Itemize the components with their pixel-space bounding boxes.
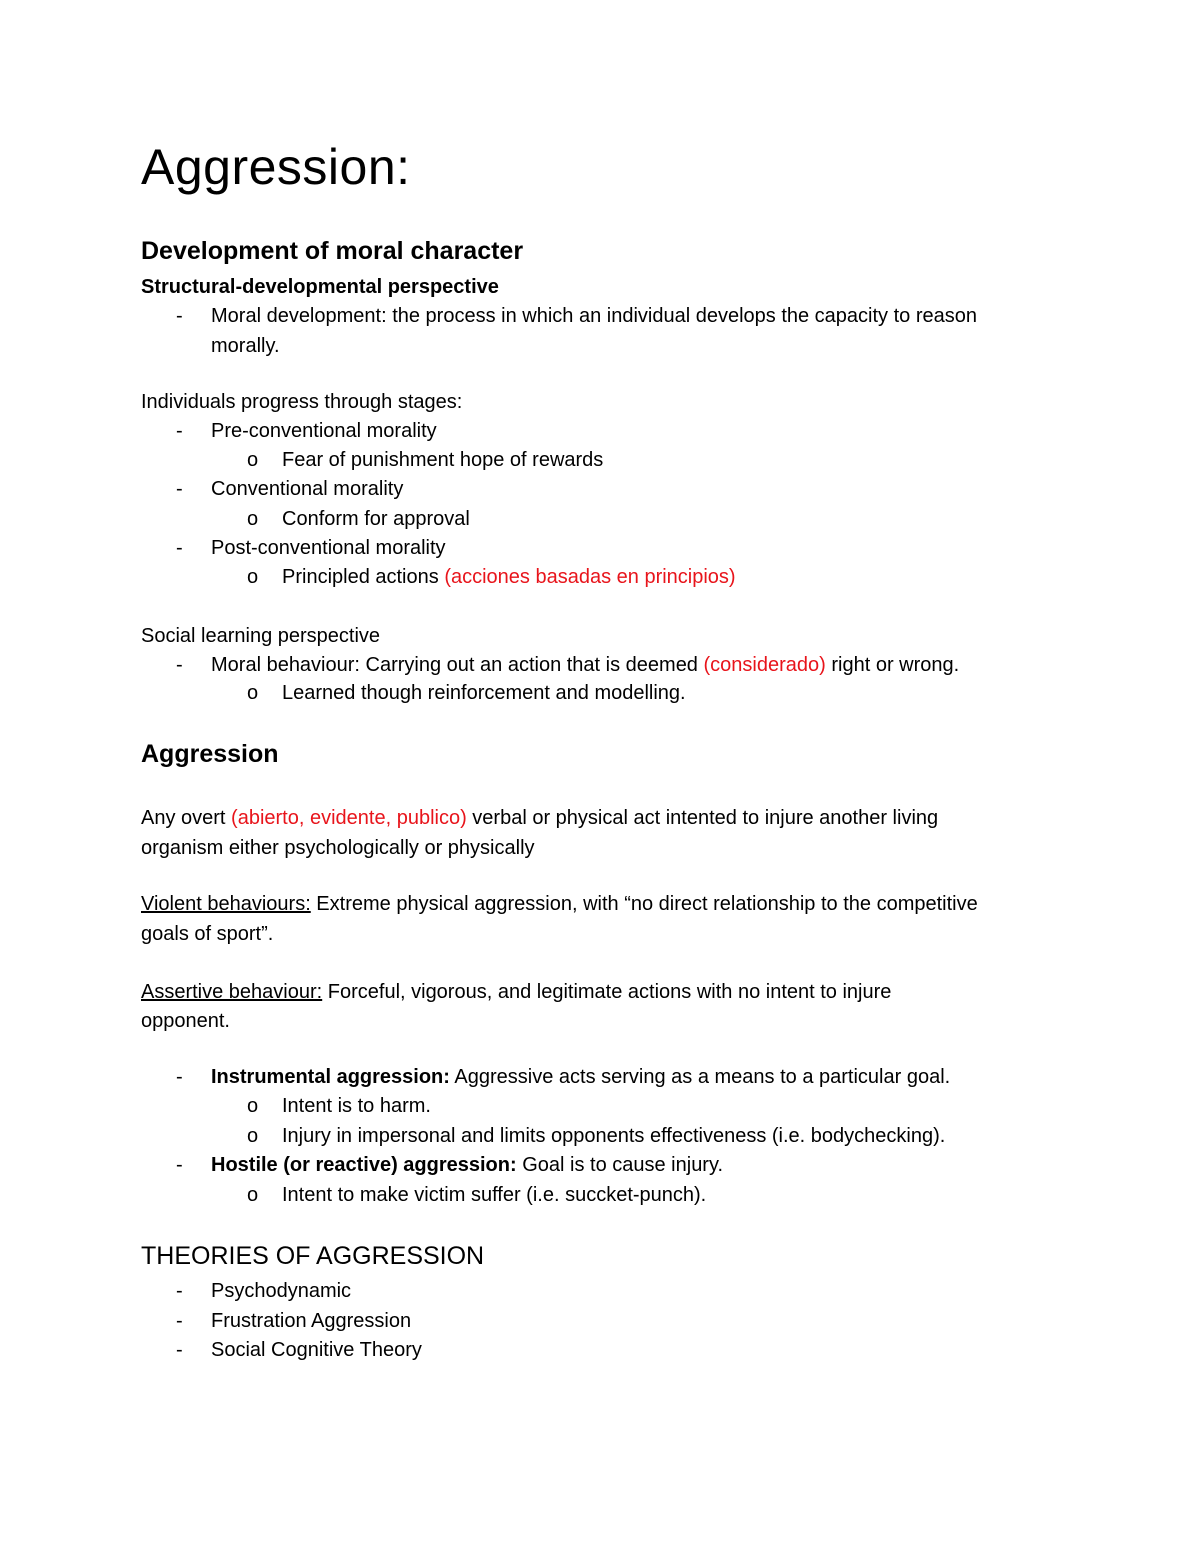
violent-behaviours-line1 bbox=[141, 889, 978, 919]
definition-text-end: verbal or physical act intented to injure another living bbox=[466, 807, 939, 829]
assertive-behaviour-text: Forceful, vigorous, and legitimate actions with no intent to injure bbox=[322, 981, 892, 1003]
theory-item: Psychodynamic bbox=[211, 1280, 352, 1302]
instrumental-aggression-label: Instrumental aggression: bbox=[211, 1066, 450, 1088]
stage-preconventional: Pre-conventional morality bbox=[211, 420, 437, 442]
theory-item: Social Cognitive Theory bbox=[211, 1339, 422, 1361]
learned-through-line: Learned though reinforcement and modelling. bbox=[282, 682, 686, 704]
bullet-circle: o bbox=[247, 1095, 259, 1117]
heading-theories: THEORIES OF AGGRESSION bbox=[141, 1242, 485, 1270]
bullet-circle: o bbox=[247, 682, 259, 704]
bullet-dash: - bbox=[176, 478, 183, 500]
instrumental-detail-2: Injury in impersonal and limits opponents effectiveness (i.e. bodychecking). bbox=[282, 1125, 946, 1147]
bullet-circle: o bbox=[247, 449, 259, 471]
moral-development-line2: morally. bbox=[211, 335, 280, 357]
assertive-behaviour-label: Assertive behaviour: bbox=[141, 981, 323, 1003]
bullet-circle: o bbox=[247, 1125, 259, 1147]
moral-behaviour-text: Moral behaviour: Carrying out an action that is deemed bbox=[211, 654, 704, 676]
principled-actions-text: Principled actions bbox=[282, 566, 445, 588]
assertive-behaviour-line1 bbox=[141, 977, 891, 1007]
heading-aggression: Aggression bbox=[141, 740, 279, 768]
instrumental-detail-1: Intent is to harm. bbox=[282, 1095, 431, 1117]
bullet-circle: o bbox=[247, 508, 259, 530]
violent-behaviours-text: Extreme physical aggression, with “no direct relationship to the competitive bbox=[310, 893, 978, 915]
moral-development-line1: Moral development: the process in which an individual develops the capacity to reason bbox=[211, 305, 977, 327]
bullet-dash: - bbox=[176, 1280, 183, 1302]
page-title: Aggression: bbox=[141, 139, 411, 195]
instrumental-aggression-line bbox=[211, 1062, 950, 1092]
violent-behaviours-line2: goals of sport”. bbox=[141, 923, 274, 945]
bullet-circle: o bbox=[247, 1184, 259, 1206]
hostile-aggression-label: Hostile (or reactive) aggression: bbox=[211, 1154, 517, 1176]
bullet-dash: - bbox=[176, 1339, 183, 1361]
stage-conventional-detail: Conform for approval bbox=[282, 508, 470, 530]
definition-text: Any overt bbox=[141, 807, 232, 829]
bullet-dash: - bbox=[176, 305, 183, 327]
assertive-behaviour-line2: opponent. bbox=[141, 1010, 230, 1032]
translation-note: (considerado) bbox=[703, 654, 826, 676]
aggression-definition-line2: organism either psychologically or physically bbox=[141, 837, 535, 859]
moral-behaviour-text-end: right or wrong. bbox=[825, 654, 960, 676]
heading-moral-character: Development of moral character bbox=[141, 237, 524, 265]
bullet-dash: - bbox=[176, 1066, 183, 1088]
aggression-definition-line1 bbox=[141, 803, 938, 833]
translation-note: (abierto, evidente, publico) bbox=[231, 807, 467, 829]
instrumental-aggression-text: Aggressive acts serving as a means to a particular goal. bbox=[449, 1066, 951, 1088]
subheading-structural: Structural-developmental perspective bbox=[141, 276, 499, 298]
theory-item: Frustration Aggression bbox=[211, 1310, 412, 1332]
bullet-dash: - bbox=[176, 420, 183, 442]
bullet-circle: o bbox=[247, 566, 259, 588]
hostile-detail: Intent to make victim suffer (i.e. succket-punch). bbox=[282, 1184, 707, 1206]
moral-behaviour-line bbox=[211, 650, 959, 680]
bullet-dash: - bbox=[176, 654, 183, 676]
stage-postconventional: Post-conventional morality bbox=[211, 537, 446, 559]
bullet-dash: - bbox=[176, 1310, 183, 1332]
stage-preconventional-detail: Fear of punishment hope of rewards bbox=[282, 449, 604, 471]
stage-conventional: Conventional morality bbox=[211, 478, 404, 500]
translation-note: (acciones basadas en principios) bbox=[444, 566, 736, 588]
bullet-dash: - bbox=[176, 1154, 183, 1176]
hostile-aggression-line bbox=[211, 1150, 723, 1180]
stage-postconventional-detail bbox=[282, 562, 736, 592]
hostile-aggression-text: Goal is to cause injury. bbox=[516, 1154, 724, 1176]
violent-behaviours-label: Violent behaviours: bbox=[141, 893, 311, 915]
stages-intro: Individuals progress through stages: bbox=[141, 391, 463, 413]
social-learning-heading: Social learning perspective bbox=[141, 625, 381, 647]
bullet-dash: - bbox=[176, 537, 183, 559]
